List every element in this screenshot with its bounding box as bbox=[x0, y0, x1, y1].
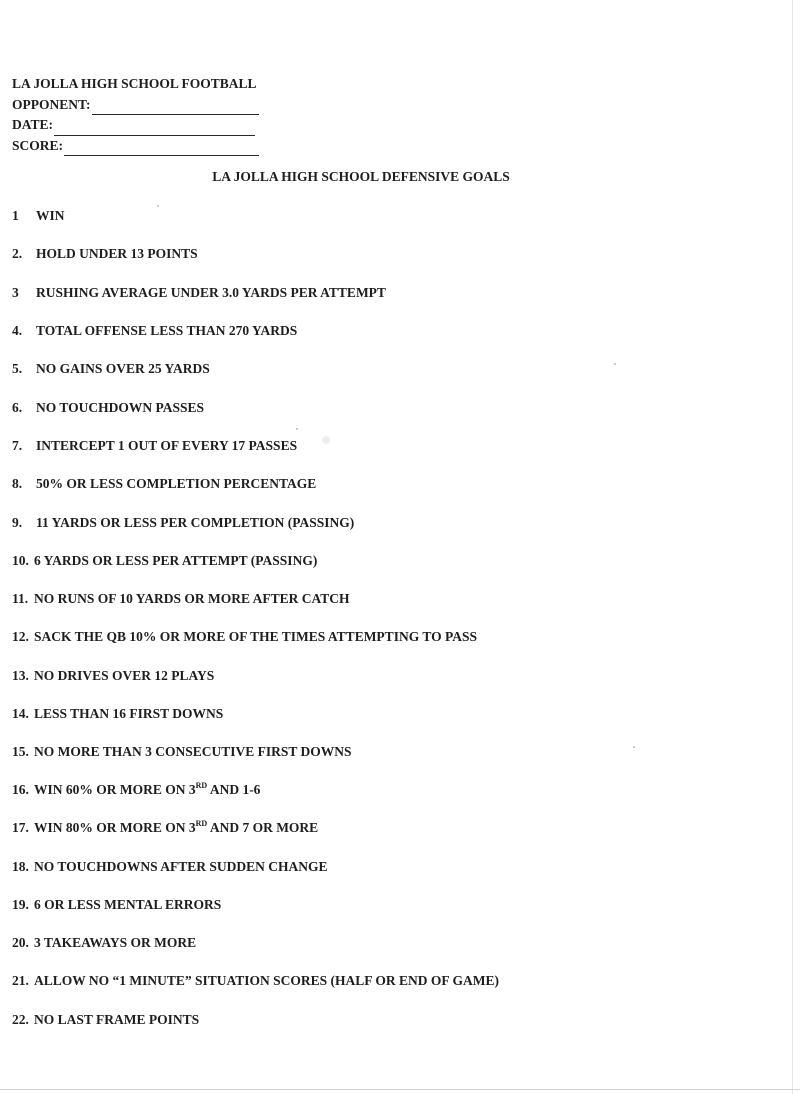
scan-bottom-edge bbox=[0, 1089, 800, 1090]
goal-item bbox=[12, 284, 386, 302]
goal-number: 12. bbox=[12, 629, 29, 644]
goal-item bbox=[12, 705, 223, 723]
goal-number: 13. bbox=[12, 668, 29, 683]
goal-number: 19. bbox=[12, 897, 29, 912]
goal-number: 6. bbox=[12, 400, 23, 415]
goal-item bbox=[12, 437, 297, 455]
goal-text: 3 TAKEAWAYS OR MORE bbox=[34, 935, 197, 950]
goal-text: NO TOUCHDOWNS AFTER SUDDEN CHANGE bbox=[34, 859, 328, 874]
goal-text-start: WIN 60% OR MORE ON 3 bbox=[34, 782, 196, 797]
goal-text: TOTAL OFFENSE LESS THAN 270 YARDS bbox=[36, 323, 298, 338]
goal-text: NO LAST FRAME POINTS bbox=[34, 1012, 200, 1027]
goal-item bbox=[12, 1011, 199, 1029]
goal-item bbox=[12, 590, 350, 608]
goal-text: NO MORE THAN 3 CONSECUTIVE FIRST DOWNS bbox=[34, 744, 352, 759]
date-label: DATE: bbox=[12, 117, 54, 132]
goal-number: 18. bbox=[12, 859, 29, 874]
goal-text: 6 YARDS OR LESS PER ATTEMPT (PASSING) bbox=[34, 553, 318, 568]
ordinal-superscript: RD bbox=[195, 780, 208, 790]
goal-text: ALLOW NO “1 MINUTE” SITUATION SCORES (HALF OR END OF GAME) bbox=[34, 973, 500, 988]
goal-item bbox=[12, 514, 354, 532]
goal-number: 21. bbox=[12, 973, 29, 988]
goal-item bbox=[12, 667, 214, 685]
opponent-label: OPPONENT: bbox=[12, 96, 91, 112]
opponent-line bbox=[12, 95, 259, 116]
goal-item bbox=[12, 245, 198, 263]
header-block bbox=[12, 74, 259, 156]
goal-item bbox=[12, 207, 65, 225]
goal-item bbox=[12, 781, 260, 799]
goal-number: 17. bbox=[12, 820, 29, 835]
goal-number: 5. bbox=[12, 361, 23, 376]
score-line bbox=[12, 136, 259, 157]
score-label: SCORE: bbox=[12, 137, 64, 153]
goal-number: 14. bbox=[12, 706, 29, 721]
goal-number: 2. bbox=[12, 246, 23, 261]
goal-number: 8. bbox=[12, 476, 23, 491]
document-title: LA JOLLA HIGH SCHOOL DEFENSIVE GOALS bbox=[212, 169, 510, 184]
goal-item bbox=[12, 858, 328, 876]
goal-item bbox=[12, 322, 297, 340]
scan-speck bbox=[157, 205, 159, 207]
goal-number: 1 bbox=[12, 208, 19, 223]
goal-number: 7. bbox=[12, 438, 23, 453]
goal-number: 16. bbox=[12, 782, 29, 797]
goal-text-start: WIN 80% OR MORE ON 3 bbox=[34, 820, 196, 835]
goal-text: HOLD UNDER 13 POINTS bbox=[36, 246, 198, 261]
goal-text: NO TOUCHDOWN PASSES bbox=[36, 400, 205, 415]
goal-text: 50% OR LESS COMPLETION PERCENTAGE bbox=[36, 476, 317, 491]
goal-item bbox=[12, 743, 352, 761]
goal-item bbox=[12, 360, 210, 378]
goal-text: SACK THE QB 10% OR MORE OF THE TIMES ATTEMPTING TO PASS bbox=[34, 629, 477, 644]
scan-speck bbox=[633, 746, 635, 748]
goal-item bbox=[12, 934, 196, 952]
goal-text: 11 YARDS OR LESS PER COMPLETION (PASSING) bbox=[36, 515, 355, 530]
scan-edge bbox=[792, 0, 793, 1094]
goal-item bbox=[12, 819, 318, 837]
goal-item bbox=[12, 972, 499, 990]
goal-number: 22. bbox=[12, 1012, 29, 1027]
goal-number: 9. bbox=[12, 515, 23, 530]
score-blank bbox=[64, 140, 259, 156]
goal-text: WIN bbox=[36, 208, 65, 223]
goal-number: 15. bbox=[12, 744, 29, 759]
goal-text-end: AND 7 OR MORE bbox=[207, 820, 319, 835]
date-blank bbox=[54, 120, 255, 136]
goal-text-end: AND 1-6 bbox=[207, 782, 261, 797]
goal-item bbox=[12, 399, 204, 417]
goal-text: INTERCEPT 1 OUT OF EVERY 17 PASSES bbox=[36, 438, 298, 453]
scan-speck bbox=[296, 428, 298, 430]
goal-text: NO GAINS OVER 25 YARDS bbox=[36, 361, 210, 376]
scan-speck bbox=[614, 363, 616, 365]
goal-item bbox=[12, 475, 316, 493]
goal-item bbox=[12, 552, 317, 570]
goal-number: 10. bbox=[12, 553, 29, 568]
school-name: LA JOLLA HIGH SCHOOL FOOTBALL bbox=[12, 76, 257, 91]
school-name-line bbox=[12, 74, 259, 95]
goal-item bbox=[12, 628, 477, 646]
goal-number: 4. bbox=[12, 323, 23, 338]
goal-item bbox=[12, 896, 221, 914]
ordinal-superscript: RD bbox=[195, 818, 208, 828]
goal-number: 3 bbox=[12, 285, 19, 300]
goal-text: NO RUNS OF 10 YARDS OR MORE AFTER CATCH bbox=[34, 591, 350, 606]
opponent-blank bbox=[92, 99, 259, 115]
goal-number: 20. bbox=[12, 935, 29, 950]
goal-text: 6 OR LESS MENTAL ERRORS bbox=[34, 897, 222, 912]
scan-speck bbox=[322, 436, 330, 444]
goal-text: RUSHING AVERAGE UNDER 3.0 YARDS PER ATTEMPT bbox=[36, 285, 386, 300]
goal-text: NO DRIVES OVER 12 PLAYS bbox=[34, 668, 215, 683]
date-line bbox=[12, 115, 259, 136]
goal-number: 11. bbox=[12, 591, 29, 606]
goal-text: LESS THAN 16 FIRST DOWNS bbox=[34, 706, 224, 721]
